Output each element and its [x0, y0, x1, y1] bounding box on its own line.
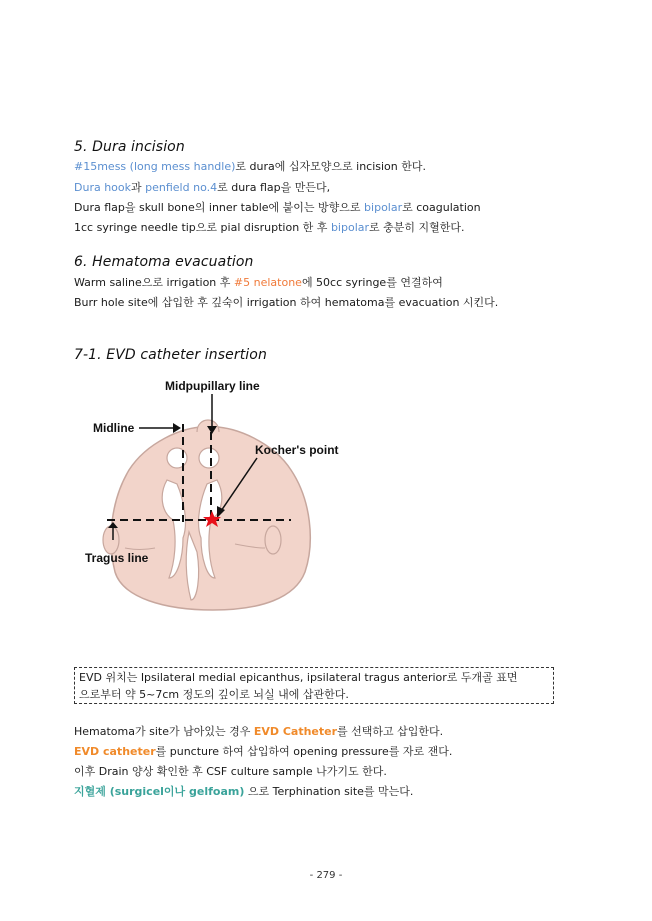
dura-line-2-conj: 과 — [131, 181, 146, 194]
hemostatic-agent: 지혈제 (surgicel이나 gelfoam) — [74, 785, 245, 798]
left-ear — [103, 526, 119, 554]
hematoma-line-2: Burr hole site에 삽입한 후 깊숙이 irrigation 하여 hematoma를 evacuation 시킨다. — [74, 296, 499, 309]
penfield-instrument: penfield no.4 — [145, 181, 218, 194]
dura-line-3-text: Dura flap을 skull bone의 inner table에 붙이는 방향으로 — [74, 201, 365, 214]
evd-catheter-term-1: EVD Catheter — [253, 725, 338, 738]
evd-position-note — [74, 667, 554, 704]
hematoma-heading: 6. Hematoma evacuation — [74, 254, 254, 270]
dura-line-4 — [74, 221, 465, 235]
dura-line-4-text: 1cc syringe needle tip으로 pial disruption 한 후 — [74, 221, 331, 234]
dura-incision-heading: 5. Dura incision — [74, 139, 185, 155]
page-number: - 279 - — [309, 870, 343, 881]
dura-line-4-end: 로 충분히 지혈한다. — [369, 221, 465, 234]
right-eye — [199, 448, 219, 468]
dura-line-3 — [74, 201, 481, 215]
dura-line-1 — [74, 160, 426, 174]
evd-paragraph-3: 이후 Drain 양상 확인한 후 CSF culture sample 나가기도 한다. — [74, 765, 387, 778]
bipolar-2: bipolar — [330, 221, 370, 234]
hematoma-line-1-text: Warm saline으로 irrigation 후 — [74, 276, 234, 289]
label-midline: Midline — [93, 421, 135, 435]
label-midpupillary: Midpupillary line — [165, 379, 260, 393]
right-ear — [265, 526, 281, 554]
label-tragus: Tragus line — [85, 551, 149, 565]
note-row-2: 으로부터 약 5~7cm 정도의 깊이로 뇌실 내에 삽관한다. — [79, 688, 349, 701]
bipolar-1: bipolar — [364, 201, 403, 214]
dura-line-2 — [74, 181, 330, 195]
evd-paragraph-2 — [74, 745, 452, 759]
label-kocher: Kocher's point — [255, 443, 339, 457]
evd-heading: 7-1. EVD catheter insertion — [74, 347, 267, 363]
mess-instrument: #15mess (long mess handle) — [74, 160, 236, 173]
evd-paragraph-4-text: 으로 Terphination site를 막는다. — [244, 785, 414, 798]
nelatone: #5 nelatone — [233, 276, 302, 289]
note-row-1: EVD 위치는 Ipsilateral medial epicanthus, ipsilateral tragus anterior로 두개골 표면 — [79, 671, 518, 684]
dura-line-2-text: 로 dura flap을 만든다, — [217, 181, 331, 194]
evd-paragraph-1-text: Hematoma가 site가 남아있는 경우 — [74, 725, 254, 738]
evd-skull-figure — [85, 372, 355, 612]
hematoma-line-1-end: 에 50cc syringe를 연결하여 — [301, 276, 443, 289]
dura-line-3-end: 로 coagulation — [402, 201, 481, 214]
evd-paragraph-2-text: 를 puncture 하여 삽입하여 opening pressure를 자로 잰다. — [155, 745, 453, 758]
evd-paragraph-1-end: 를 선택하고 삽입한다. — [337, 725, 444, 738]
evd-catheter-term-2: EVD catheter — [74, 745, 156, 758]
evd-paragraph-1 — [74, 725, 443, 739]
dura-line-1-text: 로 dura에 십자모양으로 incision 한다. — [235, 160, 427, 173]
hematoma-line-1 — [74, 276, 443, 290]
evd-paragraph-4 — [74, 785, 413, 799]
dura-hook: Dura hook — [74, 181, 132, 194]
